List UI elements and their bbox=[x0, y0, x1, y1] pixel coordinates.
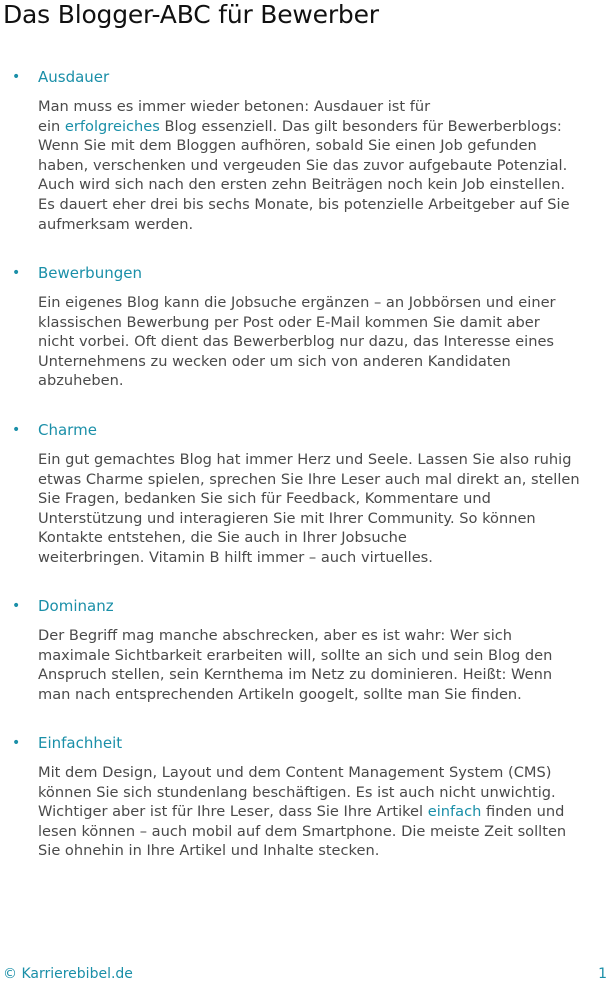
section-heading: Dominanz bbox=[38, 597, 114, 615]
section-heading: Ausdauer bbox=[38, 68, 110, 86]
paragraph-line: abzuheben. bbox=[38, 372, 124, 390]
bullet-icon: • bbox=[12, 598, 21, 614]
paragraph-line: etwas Charme spielen, sprechen Sie Ihre Leser auch mal direkt an, stellen bbox=[38, 470, 580, 488]
page-title: Das Blogger-ABC für Bewerber bbox=[3, 0, 379, 29]
paragraph-line: Wenn Sie mit dem Bloggen aufhören, sobald Sie einen Job gefunden bbox=[38, 137, 537, 155]
paragraph-line: lesen können – auch mobil auf dem Smartphone. Die meiste Zeit sollten bbox=[38, 822, 567, 840]
paragraph-line: Man muss es immer wieder betonen: Ausdauer ist für bbox=[38, 98, 431, 115]
paragraph-line: Mit dem Design, Layout und dem Content Management System (CMS) bbox=[38, 764, 552, 781]
einfach-link[interactable]: einfach bbox=[427, 803, 482, 821]
section-paragraph bbox=[38, 97, 608, 234]
section-heading-row bbox=[0, 734, 613, 756]
paragraph-line: Kontakte entstehen, die Sie auch in Ihrer Jobsuche bbox=[38, 529, 407, 547]
paragraph-line: Auch wird sich nach den ersten zehn Beiträgen noch kein Job einstellen. bbox=[38, 176, 566, 194]
bullet-icon: • bbox=[12, 265, 21, 281]
section-heading: Charme bbox=[38, 421, 97, 439]
paragraph-line: finden und bbox=[481, 803, 565, 821]
bullet-icon: • bbox=[12, 735, 21, 751]
section-paragraph bbox=[38, 626, 608, 704]
paragraph-line: Sie ohnehin in Ihre Artikel und Inhalte stecken. bbox=[38, 842, 380, 860]
paragraph-line: haben, verschenken und vergeuden Sie das zuvor aufgebaute Potenzial. bbox=[38, 156, 568, 174]
paragraph-line: Sie Fragen, bedanken Sie sich für Feedback, Kommentare und bbox=[38, 490, 491, 508]
section-heading-row bbox=[0, 597, 613, 619]
paragraph-line: Es dauert eher drei bis sechs Monate, bis potenzielle Arbeitgeber auf Sie bbox=[38, 195, 570, 213]
paragraph-line: aufmerksam werden. bbox=[38, 215, 194, 233]
section-heading-row bbox=[0, 421, 613, 443]
section-heading: Einfachheit bbox=[38, 734, 123, 752]
section-paragraph bbox=[38, 450, 608, 568]
paragraph-line: Wichtiger aber ist für Ihre Leser, dass Sie Ihre Artikel bbox=[38, 803, 428, 821]
paragraph-line: man nach entsprechenden Artikeln googelt, sollte man Sie finden. bbox=[38, 685, 522, 703]
paragraph-line: können Sie sich stundenlang beschäftigen. Es ist auch nicht unwichtig. bbox=[38, 783, 556, 801]
paragraph-line: Ein gut gemachtes Blog hat immer Herz und Seele. Lassen Sie also ruhig bbox=[38, 451, 572, 468]
paragraph-line: Anspruch stellen, sein Kernthema im Netz zu dominieren. Heißt: Wenn bbox=[38, 666, 553, 684]
section-paragraph bbox=[38, 293, 608, 391]
footer-copyright: © Karrierebibel.de bbox=[3, 966, 133, 982]
paragraph-line: Ein eigenes Blog kann die Jobsuche ergänzen – an Jobbörsen und einer bbox=[38, 294, 556, 311]
erfolgreiches-link[interactable]: erfolgreiches bbox=[64, 117, 160, 135]
bullet-icon: • bbox=[12, 69, 21, 85]
section-paragraph bbox=[38, 763, 608, 861]
paragraph-line: klassischen Bewerbung per Post oder E-Mail kommen Sie damit aber bbox=[38, 313, 540, 331]
paragraph-line: nicht vorbei. Oft dient das Bewerberblog nur dazu, das Interesse eines bbox=[38, 333, 555, 351]
paragraph-line: Blog essenziell. Das gilt besonders für Bewerberblogs: bbox=[159, 117, 562, 135]
paragraph-line: weiterbringen. Vitamin B hilft immer – auch virtuelles. bbox=[38, 548, 433, 566]
section-heading: Bewerbungen bbox=[38, 264, 142, 282]
paragraph-line: Der Begriff mag manche abschrecken, aber es ist wahr: Wer sich bbox=[38, 627, 513, 644]
page-number: 1 bbox=[598, 966, 607, 982]
paragraph-line: maximale Sichtbarkeit erarbeiten will, sollte an sich und sein Blog den bbox=[38, 646, 553, 664]
bullet-icon: • bbox=[12, 422, 21, 438]
paragraph-line: ein bbox=[38, 117, 65, 135]
paragraph-line: Unterstützung und interagieren Sie mit Ihrer Community. So können bbox=[38, 509, 536, 527]
paragraph-line: Unternehmens zu wecken oder um sich von anderen Kandidaten bbox=[38, 352, 511, 370]
section-heading-row bbox=[0, 68, 613, 90]
section-heading-row bbox=[0, 264, 613, 286]
